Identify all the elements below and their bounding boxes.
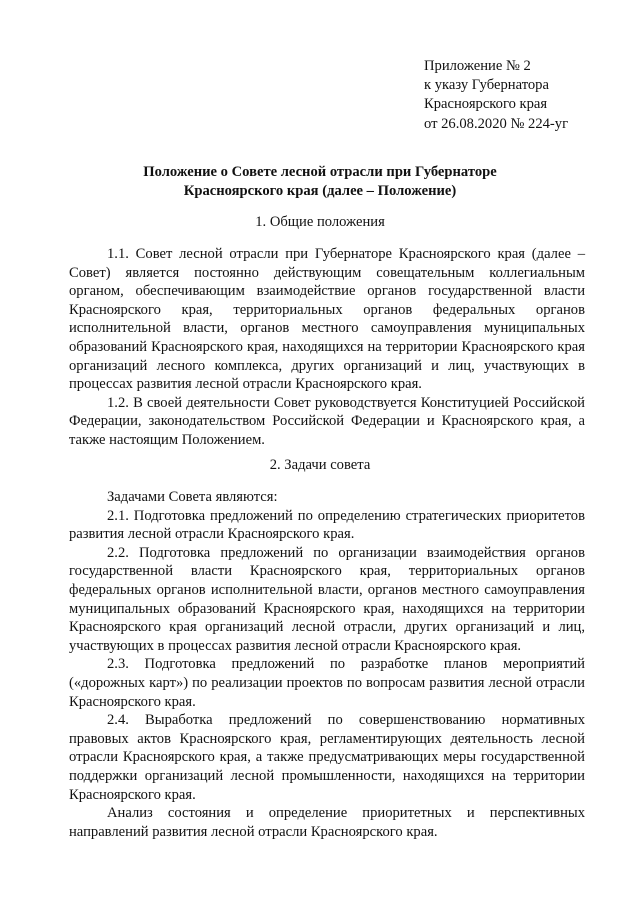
paragraph-2-3: 2.3. Подготовка предложений по разработке планов мероприятий («дорожных карт») по реализации проектов по вопросам развития лесной отрасли Красноярского края. <box>69 656 585 710</box>
title-line-2: Красноярского края (далее – Положение) <box>183 183 457 199</box>
appendix-number: Приложение № 2 <box>424 58 531 74</box>
appendix-decree: к указу Губернатора <box>424 77 549 94</box>
title-line-1: Положение о Совете лесной отрасли при Губернаторе <box>143 164 497 180</box>
appendix-region: Красноярского края <box>424 96 548 113</box>
paragraph-1-2: 1.2. В своей деятельности Совет руководствуется Конституцией Российской Федерации, законодательством Российской Федерации и Красноярского края, а также настоящим Положением. <box>69 394 585 448</box>
paragraph-1-1: 1.1. Совет лесной отрасли при Губернаторе Красноярского края (далее – Совет) является постоянно действующим совещательным коллегиальным органом, обеспечивающим взаимодействие органов государственной власти Красноярского края, территориальных органов федеральных органов исполнительной власти, органов местного самоуправления муниципальных образований Красноярского края, находящихся на территории Красноярского края организаций лесного комплекса, других организаций и лиц, участвующих в процессах развития лесной отрасли Красноярского края. <box>69 246 585 393</box>
paragraph-2-2: 2.2. Подготовка предложений по организации взаимодействия органов государственной власти Красноярского края, территориальных органов федеральных органов исполнительной власти, органов местного самоуправления муниципальных образований Красноярского края, находящихся на территории Красноярского края организаций лесной отрасли, других организаций и лиц, участвующих в процессах развития лесной отрасли Красноярского края. <box>69 544 585 654</box>
section-2-body <box>69 488 585 841</box>
section-1-heading: 1. Общие положения <box>255 214 385 230</box>
document-title <box>60 163 580 201</box>
paragraph-2-4: 2.4. Выработка предложений по совершенствованию нормативных правовых актов Красноярского края, регламентирующих деятельность лесной отрасли Красноярского края, а также предусматривающих меры государственной поддержки организаций лесной промышленности, находящихся на территории Красноярского края. <box>69 712 585 803</box>
appendix-block <box>424 57 568 134</box>
section-2-intro: Задачами Совета являются: <box>107 489 278 505</box>
section-2-heading: 2. Задачи совета <box>269 457 371 473</box>
paragraph-2-5: Анализ состояния и определение приоритетных и перспективных направлений развития лесной отрасли Красноярского края. <box>69 805 585 840</box>
paragraph-2-1: 2.1. Подготовка предложений по определению стратегических приоритетов развития лесной отрасли Красноярского края. <box>69 507 585 543</box>
appendix-date: от 26.08.2020 № 224-уг <box>424 115 569 132</box>
section-1-body <box>69 245 585 450</box>
